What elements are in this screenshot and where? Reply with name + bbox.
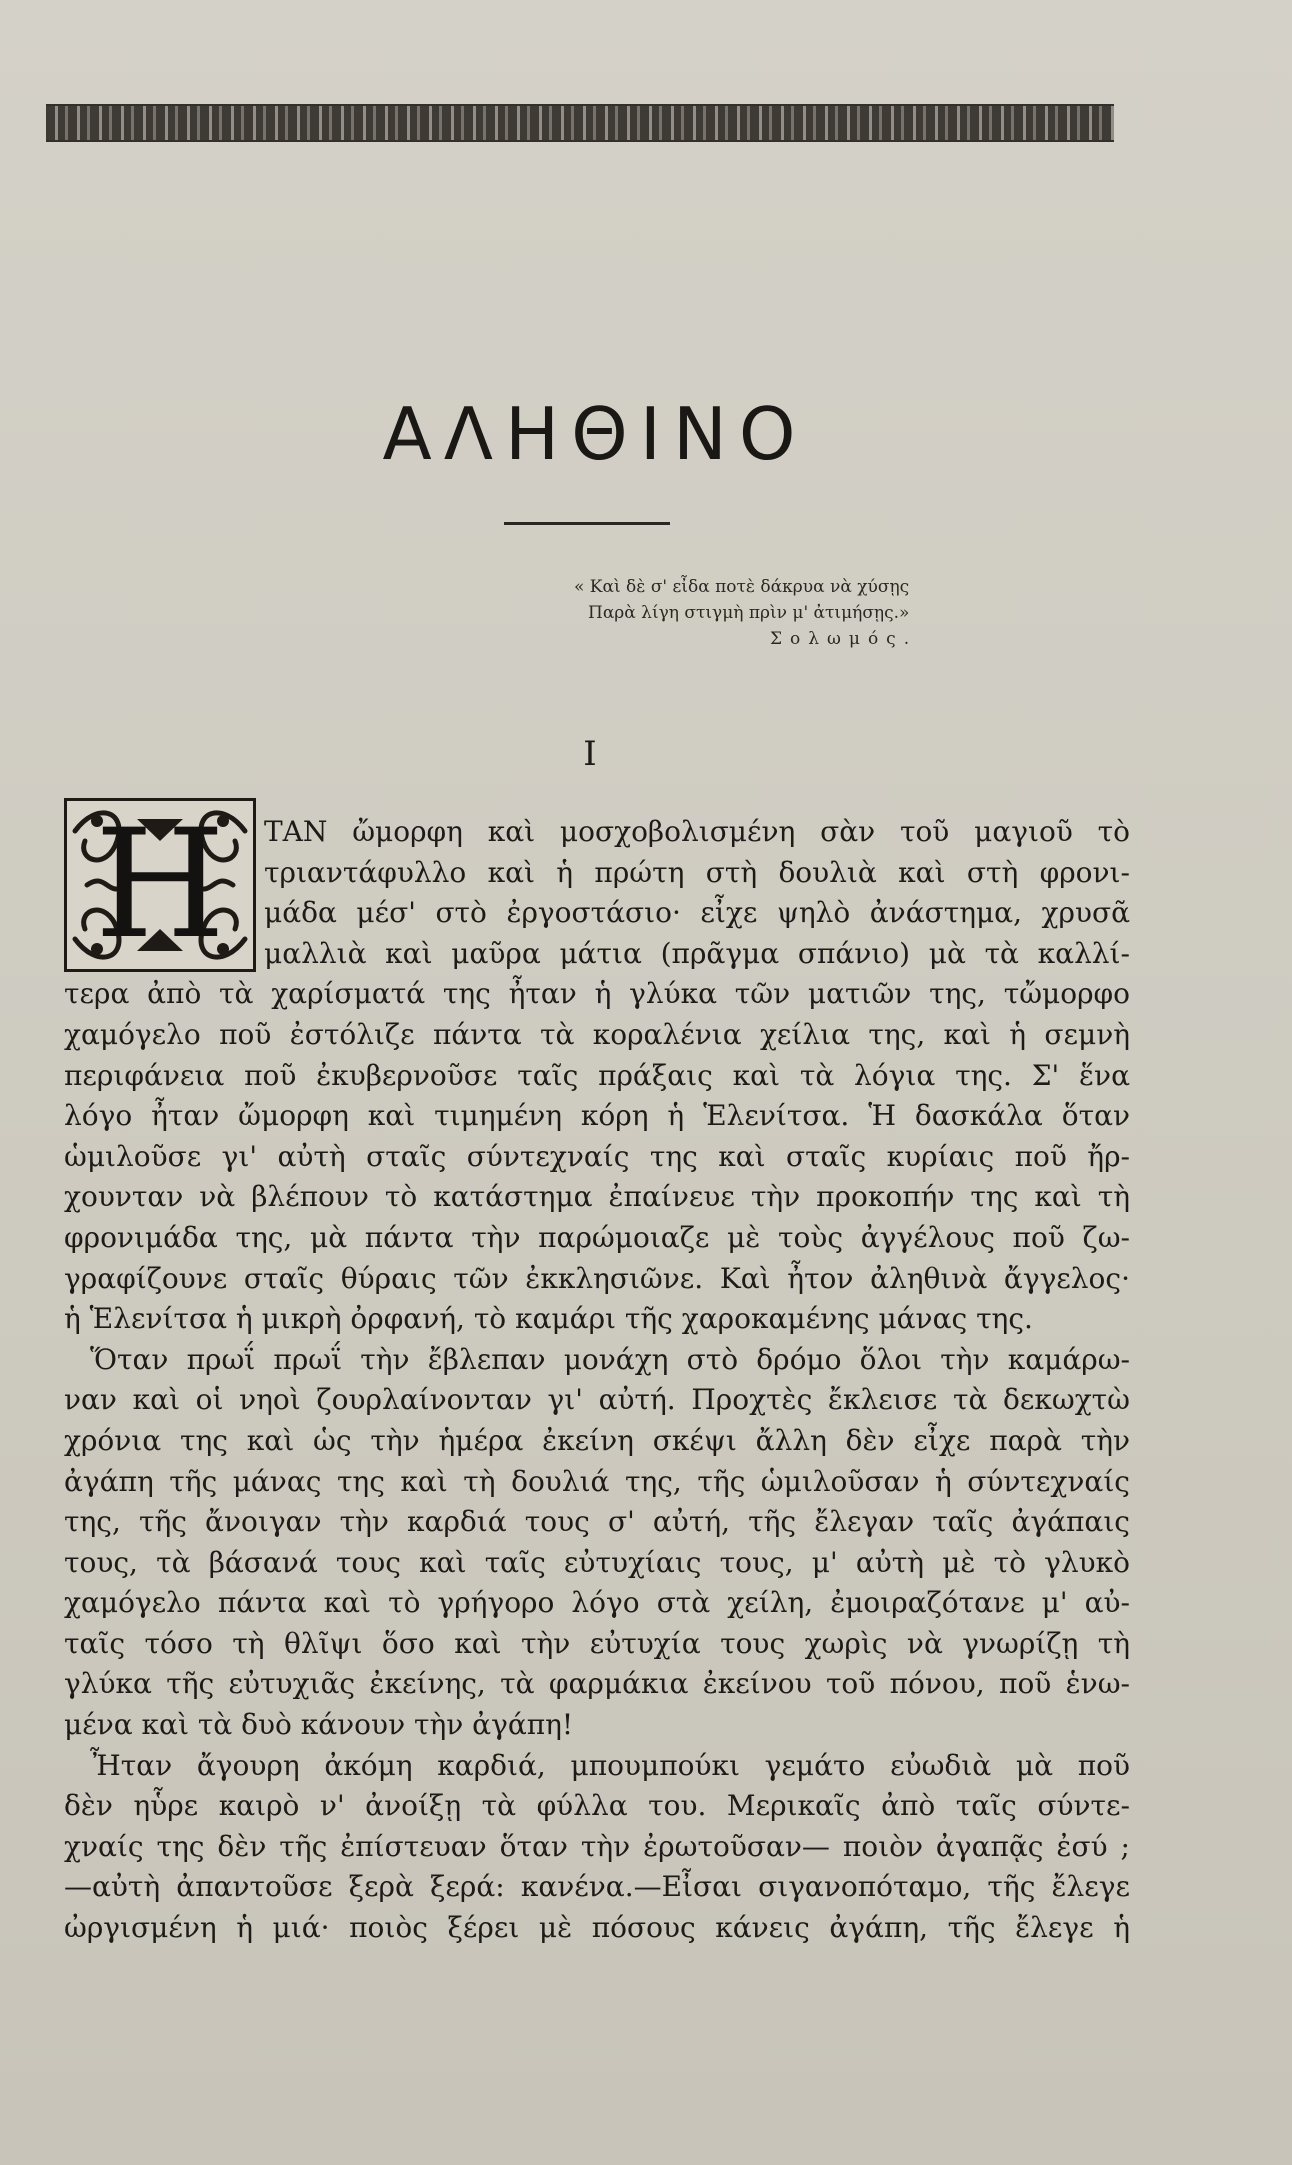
text-line: ὠργισμένη ἡ μιά· ποιὸς ξέρει μὲ πόσους κάνεις ἀγάπη, τῆς ἔλεγε ἡ — [64, 1911, 1130, 1945]
text-line: μαλλιὰ καὶ μαῦρα μάτια (πρᾶγμα σπάνιο) μὰ τὰ καλλί- — [264, 936, 1130, 970]
body-text — [64, 812, 1130, 1949]
epigraph — [520, 574, 1080, 652]
text-line: μένα καὶ τὰ δυὸ κάνουν τὴν ἀγάπη! — [64, 1708, 574, 1742]
text-line: λόγο ἦταν ὤμορφη καὶ τιμημένη κόρη ἡ Ἑλενίτσα. Ἡ δασκάλα ὅταν — [64, 1099, 1130, 1133]
text-line: Ὅταν πρωΐ πρωΐ τὴν ἔβλεπαν μονάχη στὸ δρόμο ὅλοι τὴν καμάρω- — [90, 1342, 1130, 1376]
text-line: μάδα μέσ' στὸ ἐργοστάσιο· εἶχε ψηλὸ ἀνάστημα, χρυσᾶ — [264, 896, 1130, 930]
text-line: τερα ἀπὸ τὰ χαρίσματά της ἦταν ἡ γλύκα τῶν ματιῶν της, τὤμορφο — [64, 977, 1130, 1011]
text-line: χουνταν νὰ βλέπουν τὸ κατάστημα ἐπαίνευε τὴν προκοπήν της καὶ τὴ — [64, 1180, 1130, 1214]
story-title: ΑΛΗΘΙΝΟ — [382, 392, 808, 476]
text-line: γραφίζουνε σταῖς θύραις τῶν ἐκκλησιῶνε. Καὶ ἦτον ἀληθινὰ ἄγγελος· — [64, 1261, 1130, 1295]
epigraph-line-2: Παρὰ λίγη στιγμὴ πρὶν μ' ἀτιμήσῃς.» — [588, 603, 910, 623]
epigraph-author: Σολωμός. — [770, 629, 918, 649]
text-line: της, τῆς ἄνοιγαν τὴν καρδιά τους σ' αὐτή, τῆς ἔλεγαν ταῖς ἀγάπαις — [64, 1505, 1130, 1539]
text-line: χναίς της δὲν τῆς ἐπίστευαν ὅταν τὴν ἐρωτοῦσαν— ποιὸν ἀγαπᾷς ἐσύ ; — [64, 1829, 1130, 1863]
text-line: χαμόγελο πάντα καὶ τὸ γρήγορο λόγο στὰ χείλη, ἐμοιραζότανε μ' αὐ- — [64, 1586, 1130, 1620]
text-line: τριαντάφυλλο καὶ ἡ πρώτη στὴ δουλιὰ καὶ στὴ φρονι- — [264, 855, 1130, 889]
text-line: δὲν ηὗρε καιρὸ ν' ἀνοίξῃ τὰ φύλλα του. Μερικαῖς ἀπὸ ταῖς σύντε- — [64, 1789, 1130, 1823]
text-line: ΤΑΝ ὤμορφη καὶ μοσχοβολισμένη σὰν τοῦ μαγιοῦ τὸ — [264, 815, 1130, 848]
text-line: γλύκα τῆς εὐτυχιᾶς ἐκείνης, τὰ φαρμάκια ἐκείνου τοῦ πόνου, ποῦ ἑνω- — [64, 1667, 1130, 1701]
text-line: τους, τὰ βάσανά τους καὶ ταῖς εὐτυχίαις τους, μ' αὐτὴ μὲ τὸ γλυκὸ — [64, 1545, 1130, 1579]
text-line: περιφάνεια ποῦ ἐκυβερνοῦσε ταῖς πράξαις καὶ τὰ λόγια της. Σ' ἕνα — [64, 1058, 1130, 1092]
text-line: ναν καὶ οἱ νηοὶ ζουρλαίνονταν γι' αὐτή. Προχτὲς ἔκλεισε τὰ δεκωχτὼ — [64, 1383, 1130, 1417]
text-line: χρόνια της καὶ ὡς τὴν ἡμέρα ἐκείνη σκέψι ἄλλη δὲν εἶχε παρὰ τὴν — [64, 1423, 1130, 1457]
text-line: ἀγάπη τῆς μάνας της καὶ τὴ δουλιά της, τῆς ὡμιλοῦσαν ἡ σύντεχναίς — [64, 1464, 1130, 1498]
chapter-numeral: I — [583, 734, 597, 774]
title-divider — [504, 522, 670, 525]
text-line: ἡ Ἑλενίτσα ἡ μικρὴ ὀρφανή, τὸ καμάρι τῆς χαροκαμένης μάνας της. — [64, 1302, 1033, 1336]
text-line: Ἦταν ἄγουρη ἀκόμη καρδιά, μπουμπούκι γεμάτο εὐωδιὰ μὰ ποῦ — [90, 1748, 1130, 1782]
epigraph-line-1: « Καὶ δὲ σ' εἶδα ποτὲ δάκρυα νὰ χύσῃς — [574, 577, 910, 597]
header-ornament-band — [46, 104, 1114, 142]
drop-cap-letter: Η — [94, 798, 226, 972]
text-line: χαμόγελο ποῦ ἐστόλιζε πάντα τὰ κοραλένια χείλια της, καὶ ἡ σεμνὴ — [64, 1017, 1130, 1051]
text-line: φρονιμάδα της, μὰ πάντα τὴν παρώμοιαζε μὲ τοὺς ἀγγέλους ποῦ ζω- — [64, 1220, 1130, 1254]
text-line: ταῖς τόσο τὴ θλῖψι ὅσο καὶ τὴν εὐτυχία τους χωρὶς νὰ γνωρίζῃ τὴ — [64, 1626, 1130, 1660]
text-line: —αὐτὴ ἀπαντοῦσε ξερὰ ξερά: κανένα.—Εἶσαι σιγανοπόταμο, τῆς ἔλεγε — [64, 1870, 1130, 1904]
text-line: ὡμιλοῦσε γι' αὐτὴ σταῖς σύντεχναίς της καὶ σταῖς κυρίαις ποῦ ἤρ- — [64, 1139, 1130, 1173]
